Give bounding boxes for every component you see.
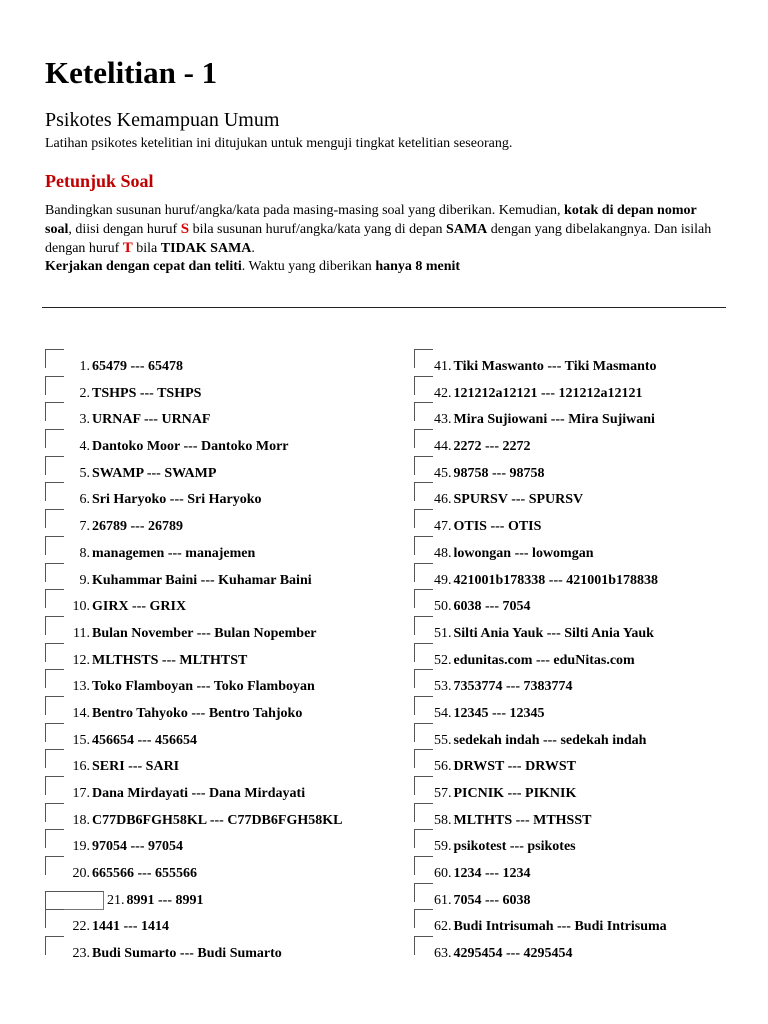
question-pair: lowongan --- lowomgan — [453, 545, 594, 561]
question-row — [45, 613, 410, 640]
question-pair: Mira Sujiowani --- Mira Sujiwani — [453, 412, 655, 428]
question-pair: Silti Ania Yauk --- Silti Ania Yauk — [453, 625, 654, 641]
instructions-heading: Petunjuk Soal — [45, 171, 154, 191]
answer-box[interactable] — [414, 482, 433, 501]
answer-box[interactable] — [45, 402, 64, 421]
question-text — [434, 946, 573, 962]
question-pair: SWAMP --- SWAMP — [92, 465, 217, 481]
instr-part: dengan yang dibelakangnya. Dan isilah dengan huruf — [45, 222, 712, 256]
question-number: 17. — [72, 786, 90, 801]
questions-right-column — [414, 346, 734, 960]
question-row — [45, 479, 410, 506]
question-pair: 2272 --- 2272 — [453, 439, 531, 455]
question-row — [414, 506, 734, 533]
instr-not-same: TIDAK SAMA — [160, 241, 252, 256]
question-pair: sedekah indah --- sedekah indah — [453, 732, 647, 748]
question-number: 55. — [434, 732, 452, 748]
page-subtitle: Psikotes Kemampuan Umum — [45, 109, 280, 131]
question-number: 49. — [434, 572, 452, 588]
letter-t: T — [122, 240, 133, 256]
question-number: 12. — [72, 652, 90, 668]
answer-box[interactable] — [414, 883, 433, 902]
question-row — [414, 453, 734, 480]
question-number: 10. — [72, 599, 90, 615]
question-row — [414, 720, 734, 747]
question-row — [45, 586, 410, 613]
question-number: 23. — [72, 946, 90, 962]
question-row — [45, 800, 410, 827]
question-pair: 121212a12121 --- 121212a12121 — [453, 385, 643, 401]
answer-box[interactable] — [414, 589, 433, 608]
question-number: 22. — [72, 919, 90, 935]
question-pair: 421001b178338 --- 421001b178838 — [453, 572, 659, 588]
question-number: 3. — [79, 412, 90, 428]
question-row — [45, 826, 410, 853]
question-number: 15. — [72, 732, 90, 748]
question-number: 58. — [434, 812, 452, 828]
question-row — [414, 933, 734, 960]
question-pair: 98758 --- 98758 — [453, 465, 545, 481]
question-number: 51. — [434, 625, 452, 641]
instr-line2-bold: Kerjakan dengan cepat dan teliti — [45, 259, 242, 274]
question-row — [414, 613, 734, 640]
answer-box[interactable] — [45, 589, 64, 608]
question-number: 13. — [72, 679, 90, 695]
question-number: 48. — [434, 545, 452, 561]
answer-box[interactable] — [414, 376, 433, 395]
question-row — [45, 399, 410, 426]
question-row — [45, 533, 410, 560]
question-pair: 97054 --- 97054 — [92, 839, 183, 855]
answer-box[interactable] — [45, 723, 64, 742]
question-pair: 4295454 --- 4295454 — [453, 946, 573, 962]
question-number: 4. — [79, 439, 90, 455]
question-row — [414, 586, 734, 613]
answer-box[interactable] — [45, 829, 64, 848]
question-row — [414, 906, 734, 933]
answer-box[interactable] — [414, 402, 433, 421]
answer-box[interactable] — [414, 616, 433, 635]
answer-box[interactable] — [414, 563, 433, 582]
letter-s: S — [180, 221, 190, 237]
answer-box[interactable] — [414, 856, 433, 875]
answer-box[interactable] — [414, 803, 433, 822]
answer-box[interactable] — [45, 936, 64, 955]
answer-box[interactable] — [414, 723, 433, 742]
question-number: 42. — [434, 385, 452, 401]
question-pair: Bulan November --- Bulan Nopember — [92, 625, 317, 641]
question-number: 60. — [434, 866, 452, 882]
question-number: 53. — [434, 679, 452, 695]
instr-line2: . Waktu yang diberikan — [241, 259, 376, 274]
question-pair: OTIS --- OTIS — [453, 519, 542, 535]
question-row — [414, 399, 734, 426]
page-description: Latihan psikotes ketelitian ini ditujukan untuk menguji tingkat ketelitian seseorang. — [45, 136, 513, 151]
question-row — [414, 666, 734, 693]
answer-box[interactable] — [45, 909, 64, 928]
question-pair: 65479 --- 65478 — [92, 359, 183, 374]
question-number: 11. — [73, 625, 90, 641]
question-row — [414, 479, 734, 506]
answer-box[interactable] — [45, 536, 64, 555]
answer-box[interactable] — [45, 563, 64, 582]
question-row — [45, 693, 410, 720]
question-pair: Budi Sumarto --- Budi Sumarto — [92, 946, 282, 962]
question-pair: psikotest --- psikotes — [453, 839, 576, 855]
question-pair: 665566 --- 655566 — [92, 866, 197, 882]
question-pair: Dantoko Moor --- Dantoko Morr — [92, 439, 289, 455]
question-number: 5. — [79, 465, 90, 481]
question-number: 45. — [434, 465, 452, 481]
instructions-text — [45, 202, 725, 276]
question-pair: Sri Haryoko --- Sri Haryoko — [92, 492, 262, 508]
question-row — [45, 773, 410, 800]
question-number: 6. — [79, 492, 90, 508]
instr-part: . — [251, 241, 255, 256]
question-number: 52. — [434, 652, 452, 668]
question-number: 2. — [79, 385, 90, 401]
question-row — [45, 506, 410, 533]
answer-box[interactable] — [45, 643, 64, 662]
question-row — [414, 533, 734, 560]
question-number: 54. — [434, 705, 452, 721]
question-number: 61. — [434, 892, 452, 908]
question-pair: SERI --- SARI — [92, 759, 180, 775]
question-row — [45, 933, 410, 960]
answer-box[interactable] — [45, 856, 64, 875]
answer-box[interactable] — [414, 936, 433, 955]
question-row — [414, 560, 734, 587]
question-row — [45, 426, 410, 453]
question-pair: MLTHTS --- MTHSST — [453, 812, 592, 828]
question-pair: URNAF --- URNAF — [92, 412, 211, 428]
instr-line2-time: hanya 8 menit — [375, 259, 461, 274]
question-row — [414, 693, 734, 720]
question-pair: MLTHSTS --- MLTHTST — [92, 652, 248, 668]
question-number: 46. — [434, 492, 452, 508]
question-row — [414, 800, 734, 827]
question-number: 18. — [72, 812, 90, 828]
answer-box[interactable] — [414, 643, 433, 662]
question-number: 7. — [79, 519, 90, 535]
question-row — [414, 346, 734, 373]
answer-box[interactable] — [414, 829, 433, 848]
answer-box[interactable] — [45, 803, 64, 822]
question-row — [45, 346, 410, 373]
question-pair: 1234 --- 1234 — [453, 866, 531, 882]
question-number: 14. — [72, 705, 90, 721]
question-pair: GIRX --- GRIX — [92, 599, 187, 615]
question-pair: C77DB6FGH58KL --- C77DB6FGH58KL — [92, 812, 343, 828]
question-row — [414, 426, 734, 453]
question-number: 1. — [79, 359, 90, 374]
question-number: 20. — [72, 866, 90, 882]
question-number: 41. — [434, 359, 452, 374]
question-number: 50. — [434, 599, 452, 615]
question-number: 63. — [434, 946, 452, 962]
question-number: 19. — [72, 839, 90, 855]
answer-box[interactable] — [45, 616, 64, 635]
question-row — [45, 453, 410, 480]
answer-box[interactable] — [45, 749, 64, 768]
question-pair: SPURSV --- SPURSV — [453, 492, 584, 508]
question-row — [45, 373, 410, 400]
answer-box[interactable] — [45, 482, 64, 501]
question-pair: Dana Mirdayati --- Dana Mirdayati — [92, 786, 306, 801]
instr-same: SAMA — [446, 222, 488, 237]
question-pair: 456654 --- 456654 — [92, 732, 197, 748]
question-pair: 8991 --- 8991 — [126, 892, 204, 908]
answer-box[interactable] — [45, 456, 64, 475]
answer-box[interactable] — [45, 509, 64, 528]
answer-box[interactable] — [414, 696, 433, 715]
question-text — [67, 946, 282, 962]
answer-box[interactable] — [45, 696, 64, 715]
question-number: 47. — [434, 519, 452, 535]
answer-box[interactable] — [414, 749, 433, 768]
question-number: 59. — [434, 839, 452, 855]
answer-box[interactable] — [414, 509, 433, 528]
answer-box[interactable] — [414, 456, 433, 475]
question-number: 44. — [434, 439, 452, 455]
answer-box[interactable] — [45, 429, 64, 448]
question-pair: Kuhammar Baini --- Kuhamar Baini — [92, 572, 312, 588]
question-pair: TSHPS --- TSHPS — [92, 385, 202, 401]
question-row — [45, 853, 410, 880]
question-pair: 1441 --- 1414 — [92, 919, 169, 935]
question-number: 62. — [434, 919, 452, 935]
question-number: 57. — [434, 786, 452, 801]
answer-box[interactable] — [414, 776, 433, 795]
question-number: 21. — [107, 892, 125, 908]
question-number: 16. — [72, 759, 90, 775]
question-row — [45, 906, 410, 933]
answer-box[interactable] — [414, 909, 433, 928]
questions-left-column — [45, 346, 410, 960]
answer-box[interactable] — [414, 536, 433, 555]
answer-box[interactable] — [45, 376, 64, 395]
instr-bold: kotak di depan nomor soal — [45, 203, 697, 237]
question-row — [45, 720, 410, 747]
question-pair: Bentro Tahyoko --- Bentro Tahjoko — [92, 705, 303, 721]
question-number: 8. — [79, 545, 90, 561]
answer-box[interactable] — [414, 349, 433, 368]
divider — [42, 307, 726, 308]
question-pair: managemen --- manajemen — [92, 545, 256, 561]
question-row — [414, 880, 734, 907]
question-row — [45, 666, 410, 693]
question-pair: 26789 --- 26789 — [92, 519, 183, 535]
question-row — [414, 373, 734, 400]
question-number: 9. — [79, 572, 90, 588]
question-pair: DRWST --- DRWST — [453, 759, 576, 775]
question-row — [45, 640, 410, 667]
question-pair: Toko Flamboyan --- Toko Flamboyan — [92, 679, 315, 695]
instr-part: Bandingkan susunan huruf/angka/kata pada masing-masing soal yang diberikan. Kemudian, — [45, 203, 565, 218]
question-row — [414, 773, 734, 800]
question-pair: 7353774 --- 7383774 — [453, 679, 573, 695]
question-pair: Tiki Maswanto --- Tiki Masmanto — [453, 359, 657, 374]
question-pair: PICNIK --- PIKNIK — [453, 786, 577, 801]
question-number: 56. — [434, 759, 452, 775]
answer-box[interactable] — [414, 669, 433, 688]
question-row — [45, 746, 410, 773]
question-row — [414, 640, 734, 667]
question-row — [414, 853, 734, 880]
question-row — [414, 826, 734, 853]
question-row — [414, 746, 734, 773]
answer-box[interactable] — [45, 669, 64, 688]
question-pair: edunitas.com --- eduNitas.com — [453, 652, 635, 668]
question-number: 43. — [434, 412, 452, 428]
answer-box[interactable] — [414, 429, 433, 448]
question-row — [45, 560, 410, 587]
answer-box[interactable] — [45, 776, 64, 795]
question-pair: 12345 --- 12345 — [453, 705, 545, 721]
instr-part: bila — [132, 241, 161, 256]
question-row — [45, 880, 410, 907]
instr-part: bila susunan huruf/angka/kata yang di depan — [189, 222, 447, 237]
question-pair: Budi Intrisumah --- Budi Intrisuma — [453, 919, 667, 935]
answer-box[interactable] — [45, 349, 64, 368]
instr-part: , diisi dengan huruf — [68, 222, 181, 237]
question-pair: 7054 --- 6038 — [453, 892, 531, 908]
page-title: Ketelitian - 1 — [45, 55, 218, 90]
question-pair: 6038 --- 7054 — [453, 599, 531, 615]
